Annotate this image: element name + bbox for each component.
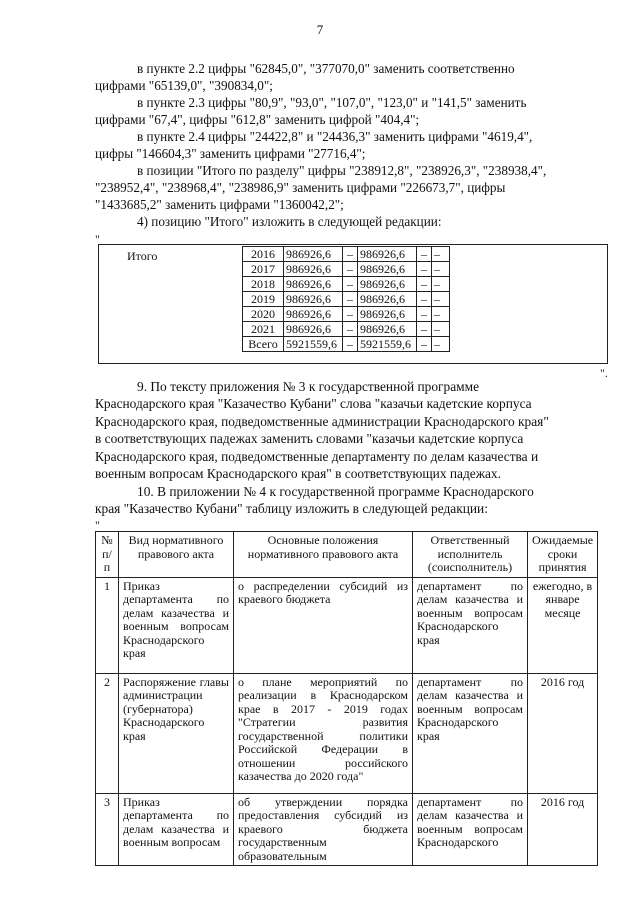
text-line: Краснодарского края "Казачество Кубани" слова "казачьи кадетские корпуса bbox=[95, 396, 532, 412]
text-line: "238952,4", "238968,4", "238986,9" заменить цифрами "226673,7", цифры bbox=[95, 180, 506, 195]
row-executor: департамент по делам казачества и военным вопросам Краснодарского края bbox=[413, 673, 528, 793]
paragraph-9 bbox=[95, 378, 610, 482]
row-number: 2 bbox=[96, 673, 119, 793]
itogo-dash: – bbox=[343, 322, 358, 337]
text-line: Краснодарского края, подведомственные администрации Краснодарского края" bbox=[95, 413, 549, 429]
table-row bbox=[96, 793, 598, 866]
itogo-value: 986926,6 bbox=[358, 247, 417, 262]
text-line: "1433685,2" заменить цифрами "1360042,2"; bbox=[95, 197, 344, 212]
row-content: о плане мероприятий по реализации в Краснодарском крае в 2017 - 2019 годах "Стратегии развития государственной политики Российской Федерации в отношении российского казачества до 2020 года" bbox=[234, 673, 413, 793]
text-line: 10. В приложении № 4 к государственной программе Краснодарского bbox=[137, 484, 534, 499]
text-line: Краснодарского края, подведомственные департаменту по делам казачества и bbox=[95, 448, 539, 464]
itogo-year: Всего bbox=[243, 337, 284, 352]
row-content: о распределении субсидий из краевого бюджета bbox=[234, 577, 413, 673]
itogo-dash: – bbox=[432, 262, 450, 277]
row-content: об утверждении порядка предоставления субсидий из краевого бюджета государственным образовательным bbox=[234, 793, 413, 866]
itogo-table bbox=[98, 244, 608, 364]
text-line: в позиции "Итого по разделу" цифры "238912,8", "238926,3", "238938,4", bbox=[137, 163, 547, 178]
paragraph-10 bbox=[95, 483, 610, 518]
open-quote: " bbox=[95, 232, 100, 246]
text-line: цифрами "67,4", цифры "612,8" заменить цифрой "404,4"; bbox=[95, 112, 420, 127]
itogo-row bbox=[243, 262, 450, 277]
itogo-dash: – bbox=[432, 247, 450, 262]
row-term: 2016 год bbox=[528, 793, 598, 866]
text-line: в пункте 2.2 цифры "62845,0", "377070,0" заменить соответственно bbox=[137, 61, 515, 76]
itogo-dash: – bbox=[417, 277, 432, 292]
row-act-type: Приказ департамента по делам казачества и военным вопросам Краснодарского края bbox=[119, 577, 234, 673]
itogo-values-grid bbox=[242, 246, 450, 352]
row-term: 2016 год bbox=[528, 673, 598, 793]
itogo-dash: – bbox=[432, 337, 450, 352]
header-executor: Ответственный исполнитель (соисполнитель) bbox=[413, 532, 528, 578]
itogo-value: 986926,6 bbox=[284, 292, 343, 307]
itogo-year: 2021 bbox=[243, 322, 284, 337]
itogo-value: 986926,6 bbox=[284, 262, 343, 277]
itogo-value: 986926,6 bbox=[358, 307, 417, 322]
text-line: 9. По тексту приложения № 3 к государственной программе bbox=[137, 379, 480, 394]
itogo-row bbox=[243, 277, 450, 292]
itogo-year: 2019 bbox=[243, 292, 284, 307]
row-act-type: Приказ департамента по делам казачества и военным вопросам bbox=[119, 793, 234, 866]
row-executor: департамент по делам казачества и военным вопросам Краснодарского bbox=[413, 793, 528, 866]
itogo-value: 986926,6 bbox=[284, 277, 343, 292]
itogo-value: 986926,6 bbox=[358, 277, 417, 292]
text-line: цифры "146604,3" заменить цифрами "27716,4"; bbox=[95, 146, 366, 161]
itogo-dash: – bbox=[343, 337, 358, 352]
text-line: 4) позицию "Итого" изложить в следующей редакции: bbox=[137, 214, 442, 229]
itogo-dash: – bbox=[432, 322, 450, 337]
itogo-dash: – bbox=[417, 292, 432, 307]
text-line: военным вопросам Краснодарского края" в соответствующих падежах. bbox=[95, 466, 501, 482]
itogo-dash: – bbox=[343, 307, 358, 322]
row-executor: департамент по делам казачества и военным вопросам Краснодарского края bbox=[413, 577, 528, 673]
itogo-dash: – bbox=[417, 247, 432, 262]
text-line: цифрами "65139,0", "390834,0"; bbox=[95, 78, 273, 93]
table-row bbox=[96, 673, 598, 793]
table-row bbox=[96, 577, 598, 673]
itogo-year: 2018 bbox=[243, 277, 284, 292]
itogo-dash: – bbox=[343, 277, 358, 292]
itogo-dash: – bbox=[417, 337, 432, 352]
row-number: 1 bbox=[96, 577, 119, 673]
itogo-value: 986926,6 bbox=[358, 322, 417, 337]
header-number: № п/п bbox=[96, 532, 119, 578]
amendments-text bbox=[95, 60, 610, 230]
legal-acts-table bbox=[95, 531, 598, 866]
itogo-value: 5921559,6 bbox=[284, 337, 343, 352]
text-line: в пункте 2.4 цифры "24422,8" и "24436,3" заменить цифрами "4619,4", bbox=[137, 129, 533, 144]
itogo-value: 986926,6 bbox=[358, 262, 417, 277]
itogo-dash: – bbox=[432, 292, 450, 307]
itogo-dash: – bbox=[417, 262, 432, 277]
itogo-value: 986926,6 bbox=[284, 307, 343, 322]
open-quote-2: " bbox=[95, 518, 100, 532]
itogo-row bbox=[243, 322, 450, 337]
itogo-value: 986926,6 bbox=[284, 247, 343, 262]
page-number: 7 bbox=[316, 22, 324, 37]
itogo-year: 2016 bbox=[243, 247, 284, 262]
table-header-row bbox=[96, 532, 598, 578]
itogo-label: Итого bbox=[127, 249, 158, 263]
row-act-type: Распоряжение главы администрации (губернатора) Краснодарского края bbox=[119, 673, 234, 793]
itogo-dash: – bbox=[417, 322, 432, 337]
itogo-dash: – bbox=[432, 277, 450, 292]
header-act-type: Вид нормативного правового акта bbox=[119, 532, 234, 578]
itogo-dash: – bbox=[417, 307, 432, 322]
itogo-dash: – bbox=[343, 292, 358, 307]
header-content: Основные положения нормативного правового акта bbox=[234, 532, 413, 578]
itogo-year: 2017 bbox=[243, 262, 284, 277]
row-term: ежегодно, в январе месяце bbox=[528, 577, 598, 673]
itogo-dash: – bbox=[432, 307, 450, 322]
itogo-dash: – bbox=[343, 247, 358, 262]
itogo-row bbox=[243, 292, 450, 307]
header-term: Ожидаемые сроки принятия bbox=[528, 532, 598, 578]
text-line: края "Казачество Кубани" таблицу изложить в следующей редакции: bbox=[95, 501, 488, 517]
itogo-value: 986926,6 bbox=[284, 322, 343, 337]
text-line: в соответствующих падежах заменить словами "казачьи кадетские корпуса bbox=[95, 431, 524, 447]
itogo-row bbox=[243, 307, 450, 322]
text-line: в пункте 2.3 цифры "80,9", "93,0", "107,0", "123,0" и "141,5" заменить bbox=[137, 95, 527, 110]
itogo-row bbox=[243, 247, 450, 262]
row-number: 3 bbox=[96, 793, 119, 866]
itogo-dash: – bbox=[343, 262, 358, 277]
itogo-value: 986926,6 bbox=[358, 292, 417, 307]
itogo-row bbox=[243, 337, 450, 352]
close-quote: ". bbox=[600, 366, 608, 380]
itogo-year: 2020 bbox=[243, 307, 284, 322]
itogo-value: 5921559,6 bbox=[358, 337, 417, 352]
